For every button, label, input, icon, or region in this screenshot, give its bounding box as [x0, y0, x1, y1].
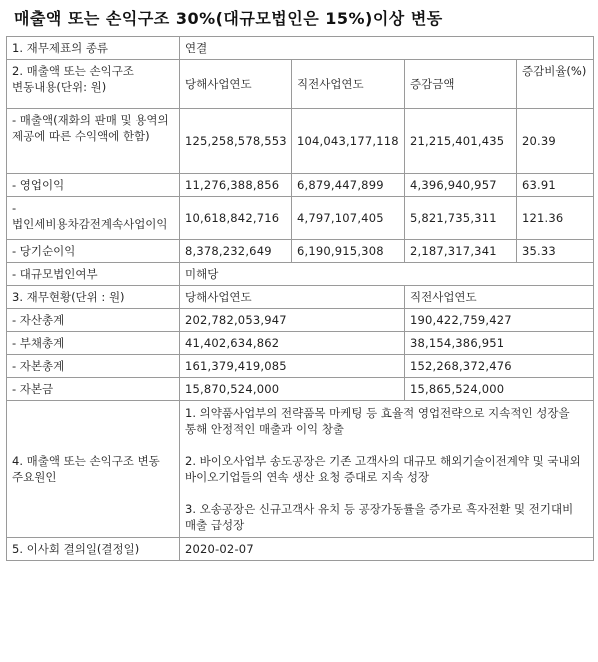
cell-previous: 152,268,372,476	[405, 355, 594, 378]
cell-previous: 15,865,524,000	[405, 378, 594, 401]
row-label: 2. 매출액 또는 손익구조 변동내용(단위: 원)	[7, 60, 180, 109]
table-row	[7, 60, 594, 109]
table-row	[7, 309, 594, 332]
table-row	[7, 197, 594, 240]
cell-previous: 6,190,915,308	[292, 240, 405, 263]
disclosure-table	[6, 36, 594, 561]
cell-current: 41,402,634,862	[180, 332, 405, 355]
row-label: - 당기순이익	[7, 240, 180, 263]
cell-current: 8,378,232,649	[180, 240, 292, 263]
cell-diff: 4,396,940,957	[405, 174, 517, 197]
table-row	[7, 174, 594, 197]
row-label: - 대규모법인여부	[7, 263, 180, 286]
header-current-year: 당해사업연도	[180, 286, 405, 309]
table-row	[7, 263, 594, 286]
header-previous-year: 직전사업연도	[292, 60, 405, 109]
header-current-year: 당해사업연도	[180, 60, 292, 109]
cell-current: 10,618,842,716	[180, 197, 292, 240]
row-label: - 자산총계	[7, 309, 180, 332]
cell-ratio: 20.39	[517, 109, 594, 174]
row-label: 1. 재무제표의 종류	[7, 37, 180, 60]
table-row	[7, 109, 594, 174]
row-label: - 영업이익	[7, 174, 180, 197]
page-title: 매출액 또는 손익구조 30%(대규모법인은 15%)이상 변동	[14, 9, 443, 28]
cell-ratio: 35.33	[517, 240, 594, 263]
cell-diff: 21,215,401,435	[405, 109, 517, 174]
table-row	[7, 240, 594, 263]
row-label: - 매출액(재화의 판매 및 용역의 제공에 따른 수익액에 한함)	[7, 109, 180, 174]
board-date-value: 2020-02-07	[180, 538, 594, 561]
cell-previous: 6,879,447,899	[292, 174, 405, 197]
header-ratio: 증감비율(%)	[517, 60, 594, 109]
cell-previous: 4,797,107,405	[292, 197, 405, 240]
header-diff: 증감금액	[405, 60, 517, 109]
header-previous-year: 직전사업연도	[405, 286, 594, 309]
cell-diff: 5,821,735,311	[405, 197, 517, 240]
cell-ratio: 63.91	[517, 174, 594, 197]
large-corp-value: 미해당	[180, 263, 594, 286]
table-row	[7, 37, 594, 60]
row-label: 5. 이사회 결의일(결정일)	[7, 538, 180, 561]
row-label: 3. 재무현황(단위 : 원)	[7, 286, 180, 309]
row-label: - 법인세비용차감전계속사업이익	[7, 197, 180, 240]
row-label: - 자본금	[7, 378, 180, 401]
table-row	[7, 378, 594, 401]
reason-text	[180, 401, 594, 538]
statement-type-value: 연결	[180, 37, 594, 60]
row-label: 4. 매출액 또는 손익구조 변동 주요원인	[7, 401, 180, 538]
cell-previous: 38,154,386,951	[405, 332, 594, 355]
cell-current: 161,379,419,085	[180, 355, 405, 378]
cell-current: 11,276,388,856	[180, 174, 292, 197]
cell-ratio: 121.36	[517, 197, 594, 240]
cell-previous: 190,422,759,427	[405, 309, 594, 332]
table-row	[7, 401, 594, 538]
row-label: - 자본총계	[7, 355, 180, 378]
reason-paragraph: 1. 의약품사업부의 전략품목 마케팅 등 효율적 영업전략으로 지속적인 성장을 통해 안정적인 매출과 이익 창출	[185, 406, 570, 436]
table-row	[7, 332, 594, 355]
table-row	[7, 355, 594, 378]
table-row	[7, 286, 594, 309]
cell-current: 202,782,053,947	[180, 309, 405, 332]
cell-current: 125,258,578,553	[180, 109, 292, 174]
reason-paragraph: 3. 오송공장은 신규고객사 유치 등 공장가동률을 증가로 흑자전환 및 전기대비 매출 급성장	[185, 502, 574, 532]
cell-diff: 2,187,317,341	[405, 240, 517, 263]
reason-paragraph: 2. 바이오사업부 송도공장은 기존 고객사의 대규모 해외기술이전계약 및 국내외 바이오기업들의 연속 생산 요청 증대로 지속 성장	[185, 454, 581, 484]
table-row	[7, 538, 594, 561]
cell-current: 15,870,524,000	[180, 378, 405, 401]
row-label: - 부채총계	[7, 332, 180, 355]
cell-previous: 104,043,177,118	[292, 109, 405, 174]
